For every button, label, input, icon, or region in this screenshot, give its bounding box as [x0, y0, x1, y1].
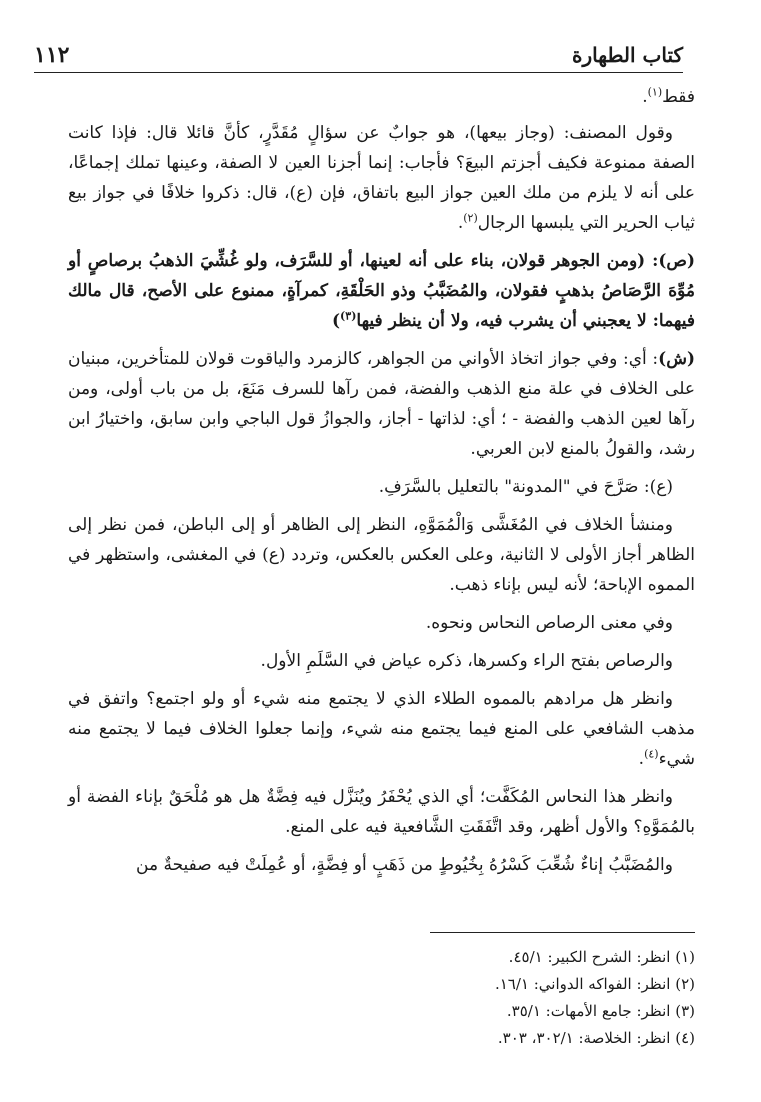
paragraph: والرصاص بفتح الراء وكسرها، ذكره عياض في السَّلَمِ الأول. — [260, 651, 673, 671]
footnote-divider — [430, 932, 695, 933]
running-header — [34, 38, 683, 73]
footnote-ref: (٢) — [463, 211, 478, 225]
paragraph: وانظر هذا النحاس المُكَفَّت؛ أي الذي يُحْفَرُ ويُنَزَّل فيه فِضَّةٌ هل هو مُلْحَقٌ بإناء الفضة أو بالمُمَوَّهِ؟ والأول أظهر، وقد اتَّفَقَتِ الشَّافعية فيه على المنع. — [68, 787, 695, 837]
footnote-ref: (٤) — [644, 747, 659, 761]
paragraph: (ع): صَرَّحَ في "المدونة" بالتعليل بالسَّرَفِ. — [378, 477, 673, 497]
matn-paragraph: (ص): (ومن الجوهر قولان، بناء على أنه لعينها، أو للسَّرَف، ولو غُشِّيَ الذهبُ برصاصٍ أو مُوِّهَ الرَّصَاصُ بذهبٍ فقولان، والمُضَبَّبُ وذو الحَلْقَةِ، كمرآةٍ، ممنوع على الأصح، قال مالك فيهما: لا يعجبني أن يشرب فيه، ولا أن ينظر فيها$^{(٣)}$) — [68, 251, 695, 331]
paragraph: فقط$^{(١)}$. — [642, 85, 695, 107]
paragraph: والمُضَبَّبُ إناءٌ شُعِّبَ كَسْرُهُ بِخُيُوطٍ من ذَهَبٍ أو فِضَّةٍ، أو عُمِلَتْ فيه صفيحةٌ من — [136, 855, 673, 875]
page-number: ١١٢ — [34, 42, 70, 68]
paragraph: وانظر هل مرادهم بالمموه الطلاء الذي لا يجتمع منه شيء أو ولو اجتمع؟ واتفق في مذهب الشافعي على المنع فيما يجتمع منه شيء، وإنما جعلوا الخلاف فيما لا يجتمع منه شيء$^{(٤)}$. — [68, 689, 695, 769]
footnote: (٢) انظر: الفواكه الدواني: ١٦/١. — [494, 975, 695, 993]
footnote: (١) انظر: الشرح الكبير: ٤٥/١. — [508, 948, 695, 966]
matn-marker: (ص): — [645, 251, 695, 271]
paragraph: (ش): أي: وفي جواز اتخاذ الأواني من الجواهر، كالزمرد والياقوت قولان للمتأخرين، مبنيان على الخلاف في علة منع الذهب والفضة، فمن رآها للسرف مَنَعَ، بل من باب أولى، ومن رآها لعين الذهب والفضة - ؛ أي: لذاتها - أجاز، والجوازُ قول الباجي وابن سابق، واختيارُ ابن رشد، والقولُ بالمنع لابن العربي. — [68, 349, 695, 459]
footnotes — [68, 944, 695, 1052]
footnote: (٤) انظر: الخلاصة: ٣٠٢/١، ٣٠٣. — [497, 1029, 695, 1047]
footnote-ref: (٣) — [340, 309, 357, 323]
footnote-ref: (١) — [647, 85, 663, 99]
main-text — [68, 82, 695, 888]
running-title: كتاب الطهارة — [572, 43, 683, 67]
paragraph: وقول المصنف: (وجاز بيعها)، هو جوابٌ عن سؤالٍ مُقَدَّرٍ، كأنَّ قائلا قال: فإذا كانت الصفة ممنوعة فكيف أجزتم البيعَ؟ فأجاب: إنما أجزنا العين لا الصفة، وعينها تملك إجماعًا، على أنه لا يلزم من ملك العين جواز البيع باتفاق، فإن (ع)، قال: ذكروا خلافًا في جواز بيع ثياب الحرير التي يلبسها الرجال$^{(٢)}$. — [68, 123, 695, 233]
paragraph: وفي معنى الرصاص النحاس ونحوه. — [425, 613, 673, 633]
sharh-marker: (ش) — [658, 349, 695, 369]
paragraph: ومنشأ الخلاف في المُغَشَّى وَالْمُمَوَّهِ، النظر إلى الظاهر أو إلى الباطن، فمن نظر إلى الظاهر أجاز الأولى لا الثانية، وعلى العكس بالعكس، وتردد (ع) في المغشى، واستظهر في المموه الإباحة؛ لأنه ليس بإناء ذهب. — [68, 515, 695, 595]
footnote: (٣) انظر: جامع الأمهات: ٣٥/١. — [506, 1002, 695, 1020]
